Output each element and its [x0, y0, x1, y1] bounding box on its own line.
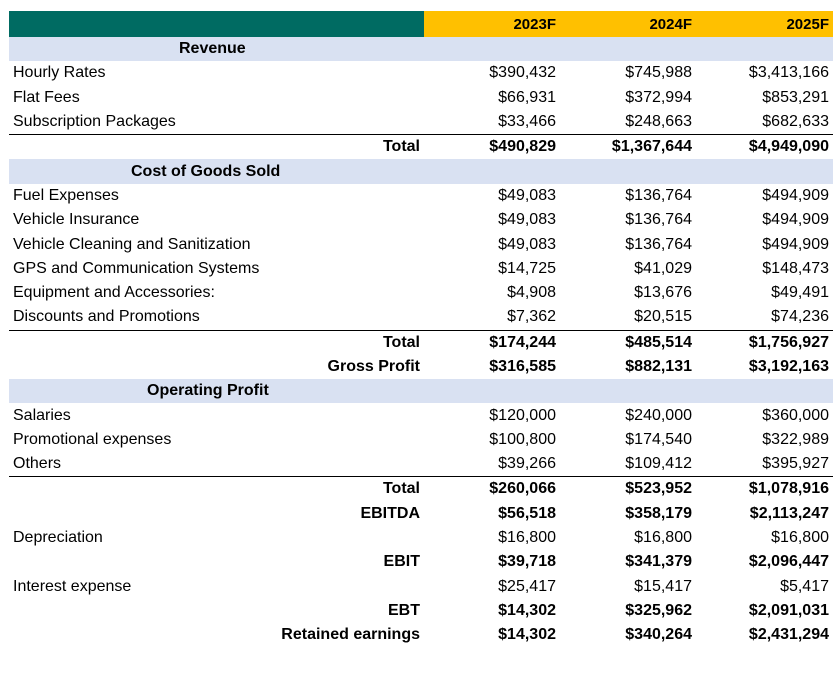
header-label-cell	[9, 11, 424, 37]
row-label: Salaries	[13, 406, 71, 424]
value-2023: $14,302	[498, 626, 556, 644]
row-label: GPS and Communication Systems	[13, 259, 260, 277]
section-title: Operating Profit	[9, 379, 424, 403]
row-label: Retained earnings	[281, 626, 420, 644]
opex-total-row	[9, 477, 833, 502]
value-2023: $33,466	[498, 113, 556, 131]
value-2025: $2,096,447	[748, 553, 829, 571]
value-2025: $2,091,031	[748, 601, 829, 619]
table-row	[9, 61, 833, 85]
value-2025: $494,909	[762, 186, 829, 204]
value-2024: $340,264	[625, 626, 692, 644]
ebitda-row	[9, 502, 833, 526]
table-row	[9, 305, 833, 330]
value-2024: $358,179	[625, 504, 692, 522]
table-row	[9, 452, 833, 477]
value-2025: $49,491	[771, 284, 829, 302]
gross-profit-row	[9, 355, 833, 379]
value-2024: $41,029	[634, 259, 692, 277]
row-label: Interest expense	[13, 577, 132, 595]
value-2025: $494,909	[762, 211, 829, 229]
row-label: Promotional expenses	[13, 430, 172, 448]
value-2023: $39,266	[498, 455, 556, 473]
section-header-operating	[9, 379, 833, 403]
section-title: Revenue	[9, 37, 424, 61]
financial-projection-table	[9, 11, 833, 647]
table-row	[9, 281, 833, 305]
value-2023: $49,083	[498, 235, 556, 253]
value-2023: $14,302	[498, 601, 556, 619]
header-year-2024: 2024F	[560, 11, 696, 37]
table-row	[9, 208, 833, 232]
value-2023: $56,518	[498, 504, 556, 522]
value-2025: $148,473	[762, 259, 829, 277]
depreciation-row	[9, 526, 833, 550]
row-label: EBITDA	[360, 504, 420, 522]
header-year-2023: 2023F	[424, 11, 560, 37]
row-label: Depreciation	[13, 529, 103, 547]
value-2025: $395,927	[762, 455, 829, 473]
value-2024: $13,676	[634, 284, 692, 302]
value-2023: $66,931	[498, 88, 556, 106]
row-label: Total	[9, 330, 424, 355]
financial-table-container	[9, 11, 833, 647]
table-row	[9, 428, 833, 452]
section-header-cogs	[9, 159, 833, 183]
header-year-2025: 2025F	[696, 11, 833, 37]
value-2024: $240,000	[625, 406, 692, 424]
value-2025: $5,417	[780, 577, 829, 595]
value-2025: $322,989	[762, 430, 829, 448]
value-2023: $120,000	[489, 406, 556, 424]
value-2024: $882,131	[625, 358, 692, 375]
value-2023: $260,066	[424, 477, 560, 502]
value-2025: $3,192,163	[748, 358, 829, 375]
ebit-row	[9, 550, 833, 574]
value-2024: $109,412	[625, 455, 692, 473]
value-2024: $15,417	[634, 577, 692, 595]
row-label: Vehicle Insurance	[13, 211, 140, 229]
value-2024: $136,764	[625, 235, 692, 253]
value-2023: $316,585	[489, 358, 556, 375]
value-2024: $136,764	[625, 186, 692, 204]
value-2025: $494,909	[762, 235, 829, 253]
row-label: Equipment and Accessories:	[13, 284, 215, 302]
value-2024: $20,515	[634, 308, 692, 326]
header-row	[9, 11, 833, 37]
value-2025: $360,000	[762, 406, 829, 424]
value-2025: $1,078,916	[696, 477, 833, 502]
value-2024: $248,663	[625, 113, 692, 131]
value-2023: $14,725	[498, 259, 556, 277]
value-2024: $523,952	[560, 477, 696, 502]
value-2025: $74,236	[771, 308, 829, 326]
value-2024: $325,962	[625, 601, 692, 619]
row-label: Flat Fees	[13, 88, 80, 106]
value-2024: $136,764	[625, 211, 692, 229]
table-row	[9, 184, 833, 208]
value-2023: $174,244	[424, 330, 560, 355]
row-label: Gross Profit	[327, 358, 420, 375]
value-2025: $1,756,927	[696, 330, 833, 355]
value-2023: $16,800	[498, 529, 556, 547]
value-2023: $39,718	[498, 553, 556, 571]
value-2025: $16,800	[771, 529, 829, 547]
table-row	[9, 403, 833, 427]
value-2024: $174,540	[625, 430, 692, 448]
value-2023: $390,432	[489, 64, 556, 82]
table-row	[9, 257, 833, 281]
row-label: Fuel Expenses	[13, 186, 119, 204]
row-label: EBT	[388, 601, 420, 619]
value-2025: $853,291	[762, 88, 829, 106]
row-label: Hourly Rates	[13, 64, 106, 82]
row-label: Vehicle Cleaning and Sanitization	[13, 235, 251, 253]
table-row	[9, 86, 833, 110]
value-2025: $3,413,166	[748, 64, 829, 82]
value-2024: $372,994	[625, 88, 692, 106]
section-header-revenue	[9, 37, 833, 61]
value-2023: $7,362	[507, 308, 556, 326]
value-2023: $4,908	[507, 284, 556, 302]
value-2023: $49,083	[498, 211, 556, 229]
value-2024: $1,367,644	[560, 135, 696, 160]
table-row	[9, 232, 833, 256]
value-2025: $4,949,090	[696, 135, 833, 160]
revenue-total-row	[9, 135, 833, 160]
cogs-total-row	[9, 330, 833, 355]
value-2023: $25,417	[498, 577, 556, 595]
section-title: Cost of Goods Sold	[9, 159, 424, 183]
value-2024: $485,514	[560, 330, 696, 355]
value-2023: $100,800	[489, 430, 556, 448]
value-2023: $49,083	[498, 186, 556, 204]
ebt-row	[9, 599, 833, 623]
value-2024: $745,988	[625, 64, 692, 82]
table-row	[9, 110, 833, 135]
row-label: Total	[9, 477, 424, 502]
row-label: Subscription Packages	[13, 113, 176, 131]
row-label: Total	[9, 135, 424, 160]
value-2025: $2,431,294	[748, 626, 829, 644]
retained-earnings-row	[9, 623, 833, 647]
value-2023: $490,829	[424, 135, 560, 160]
value-2025: $682,633	[762, 113, 829, 131]
value-2024: $341,379	[625, 553, 692, 571]
row-label: Others	[13, 455, 62, 473]
value-2024: $16,800	[634, 529, 692, 547]
row-label: Discounts and Promotions	[13, 308, 200, 326]
interest-expense-row	[9, 575, 833, 599]
value-2025: $2,113,247	[749, 504, 829, 522]
row-label: EBIT	[383, 553, 420, 571]
